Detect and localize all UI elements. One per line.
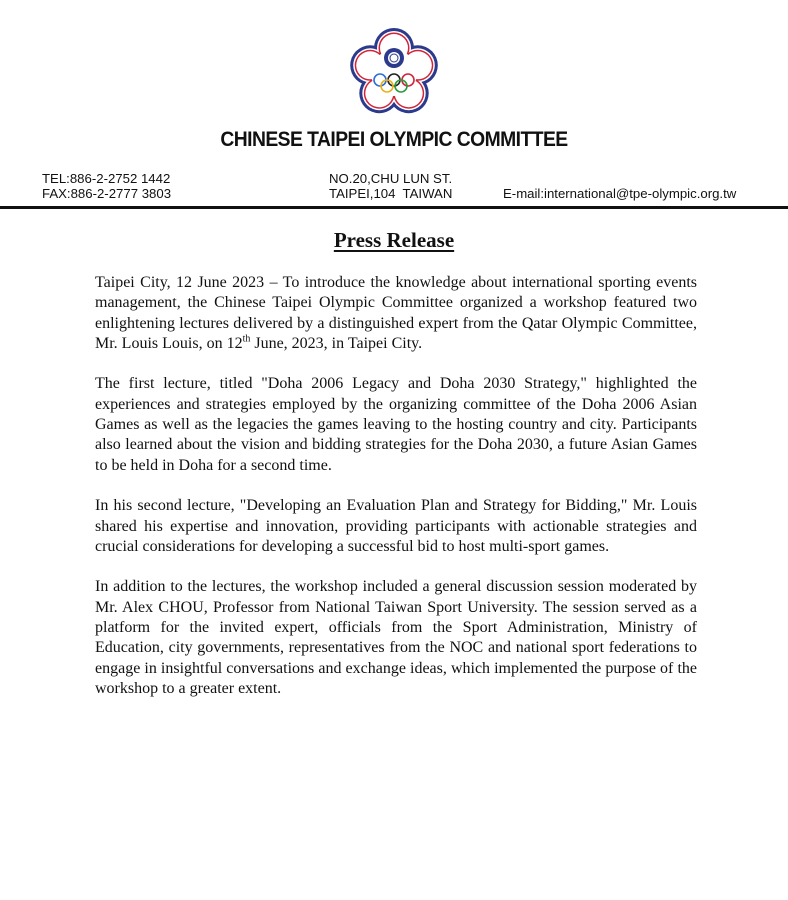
paragraph-3: In his second lecture, "Developing an Evaluation Plan and Strategy for Bidding," Mr. Louis shared his expertise and innovation, providing participants with actionable strategies and crucial considerations for developing a successful bid to host multi-sport games. bbox=[95, 497, 697, 555]
olympic-committee-logo-icon bbox=[347, 26, 441, 118]
paragraph-1-text-end: June, 2023, in Taipei City. bbox=[250, 334, 423, 352]
fax: FAX:886-2-2777 3803 bbox=[42, 186, 172, 201]
phone-fax-block bbox=[42, 171, 171, 201]
paragraph-1-text: Taipei City, 12 June 2023 – To introduce the knowledge about international sporting events management, the Chinese Taipei Olympic Committee organized a workshop featured two enlightening lectures delivered by a distinguished expert from the Qatar Olympic Committee, Mr. Louis Louis, on 12 bbox=[95, 274, 697, 352]
press-release-body bbox=[95, 273, 697, 720]
address-line-1: NO.20,CHU LUN ST. bbox=[329, 171, 453, 186]
letterhead-divider bbox=[0, 206, 788, 209]
paragraph-1 bbox=[95, 273, 697, 354]
ordinal-suffix: th bbox=[242, 333, 251, 345]
paragraph-2: The first lecture, titled "Doha 2006 Legacy and Doha 2030 Strategy," highlighted the experiences and strategies employed by the organizing committee of the Doha 2006 Asian Games as well as the legacies the games leaving to the hosting country and city. Participants also learned about the vision and bidding strategies for the Doha 2030, a future Asian Games to be held in Doha for a second time. bbox=[95, 375, 697, 474]
plum-blossom-icon bbox=[347, 26, 441, 118]
sun-emblem-icon bbox=[384, 48, 404, 68]
address-line-2: TAIPEI,104 TAIWAN bbox=[329, 186, 453, 201]
organization-name: CHINESE TAIPEI OLYMPIC COMMITTEE bbox=[220, 128, 568, 151]
paragraph-4: In addition to the lectures, the workshop included a general discussion session moderated by Mr. Alex CHOU, Professor from National Taiwan Sport University. The session served as a platform for the invited expert, officials from the Sport Administration, Ministry of Education, city governments, representatives from the NOC and national sport federations to engage in insightful conversations and exchange ideas, which implemented the purpose of the workshop to a greater extent. bbox=[95, 578, 697, 697]
address-block bbox=[329, 171, 452, 201]
press-release-title: Press Release bbox=[333, 228, 455, 252]
email-address: E-mail:international@tpe-olympic.org.tw bbox=[503, 186, 737, 201]
telephone: TEL:886-2-2752 1442 bbox=[42, 171, 171, 186]
